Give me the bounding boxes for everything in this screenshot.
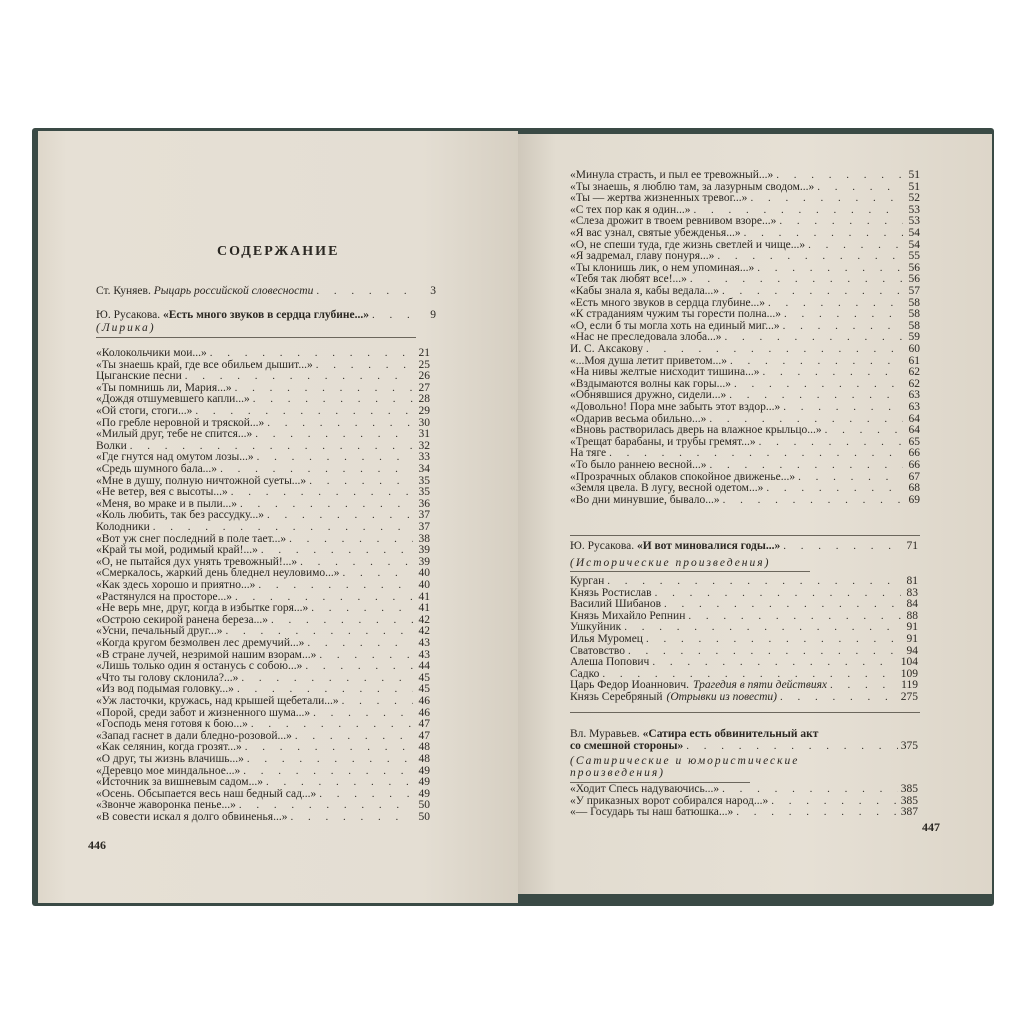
toc-entry-title: Волки [96,439,127,452]
toc-entry [96,486,430,498]
toc-entry [570,401,920,413]
toc-entry-title: «Край ты мой, родимый край!...» [96,544,258,557]
toc-entry [570,366,920,378]
divider [570,535,920,536]
toc-entry-page: 83 [906,586,918,599]
toc-entry-title: «...Моя душа летит приветом...» [570,354,727,367]
toc-entry [570,273,920,285]
toc-entry-title: «Дождя отшумевшего капли...» [96,393,250,406]
page-number-left: 446 [88,838,106,852]
toc-entry [96,370,430,382]
toc-entry-title: «Растянулся на просторе...» [96,590,232,603]
toc-entry-page: 63 [908,389,920,402]
toc-entry-title: «Трещат барабаны, и трубы гремят...» [570,435,756,448]
toc-entry-title: На тяге [570,447,607,460]
toc-entry-page: 37 [418,509,430,522]
toc-entry [96,579,430,591]
toc-entry-page: 109 [900,667,918,680]
toc-entry-page: 30 [418,416,430,429]
toc-entry-page: 42 [418,625,430,638]
toc-entry-page: 49 [418,776,430,789]
section2-title: «И вот миновалися годы...» [636,540,781,552]
toc-entry-title: «Средь шумного бала...» [96,463,218,475]
toc-entry-page: 48 [418,741,430,754]
toc-entry-title: «Нас не преследовала злоба...» [570,331,722,344]
toc-entry [570,239,920,251]
toc-entry [570,447,920,459]
toc-entry-page: 61 [908,354,920,367]
toc-entry-title: Князь Серебряный [570,691,663,703]
toc-entry-title: «Господь меня готовя к бою...» [96,718,248,731]
toc-entry-title: «О друг, ты жизнь влачишь...» [96,753,244,765]
toc-entry-page: 40 [418,579,430,591]
toc-entry [570,227,920,239]
toc-entry [96,741,430,753]
toc-entry-page: 33 [418,451,430,464]
toc-entry-page: 40 [418,567,430,580]
toc-entry-page: 104 [900,656,918,669]
toc-entry-page: 54 [908,238,920,251]
section1-entry [96,309,436,321]
toc-entry-page: 55 [908,250,920,263]
toc-entry-page: 62 [908,377,920,390]
toc-entry-page: 38 [418,532,430,545]
toc-entry-page: 32 [418,439,430,452]
toc-entry [570,656,918,668]
toc-entry-page: 49 [418,787,430,800]
toc-entry-title: «Звонче жаворонка пенье...» [96,799,236,812]
toc-entry-title: «Из вод подымая головку...» [96,683,234,696]
toc-entry [96,788,430,800]
toc-entry [570,181,920,193]
section3-subtitle-line2: произведения) [570,767,665,779]
toc-entry-title: Князь Ростислав [570,586,652,599]
toc-entry-title: «Ты помнишь ли, Мария...» [96,381,232,394]
toc-entry [570,250,920,262]
toc-entry-title: Цыганские песни [96,370,182,383]
toc-entry-title: «Тебя так любят все!...» [570,273,687,286]
toc-entry [570,169,920,181]
toc-entry [96,405,430,417]
toc-entry [96,417,430,429]
toc-entry-title: Ушкуйник [570,621,622,634]
page-number-right: 447 [922,820,940,834]
toc-entry-page: 68 [908,482,920,495]
toc-entry [570,621,918,633]
toc-entry-title: «Как селянин, когда грозят...» [96,741,242,754]
toc-entry-title: «В совести искал я долго обвиненья...» [96,811,288,823]
toc-entry [96,683,430,695]
toc-entry-page: 25 [418,358,430,371]
toc-entry [96,625,430,637]
toc-entry-page: 385 [900,783,918,795]
toc-entry-title: «Порой, среди забот и жизненного шума...» [96,706,311,719]
toc-entry-page: 67 [908,470,920,483]
toc-entry-page: 58 [908,296,920,309]
toc-entry [570,355,920,367]
toc-entry-page: 36 [418,497,430,510]
toc-entry [96,718,430,730]
toc-entry [570,308,920,320]
toc-entry-page: 53 [908,203,920,216]
toc-entry-title: «С тех пор как я один...» [570,203,691,216]
toc-entry-title: «О, если б ты могла хоть на единый миг...» [570,319,780,332]
toc-entry-page: 59 [908,331,920,344]
section3-author: Вл. Муравьев. [570,728,640,740]
toc-entry [96,776,430,788]
toc-entry-page: 39 [418,544,430,557]
toc-entry [570,610,918,622]
toc-entry-title: Василий Шибанов [570,598,662,611]
toc-entry-title: «К страданиям чужим ты горести полна...» [570,308,781,321]
toc-entry-title: «Коль любить, так без рассудку...» [96,509,264,522]
intro-author: Ст. Куняев. [96,285,151,297]
toc-entry-page: 62 [908,366,920,379]
toc-entry-page: 64 [908,412,920,425]
toc-entry [96,533,430,545]
toc-entry-page: 66 [908,447,920,460]
section3-title-line1: «Сатира есть обвинительный акт [642,728,819,740]
toc-entry-page: 53 [908,215,920,228]
toc-entry-title: Князь Михайло Репнин [570,609,686,622]
toc-entry-page: 39 [418,555,430,568]
toc-entry [96,799,430,811]
toc-entry [570,587,918,599]
toc-entry [570,783,918,795]
toc-entry-title: «Прозрачных облаков спокойное движенье...» [570,470,796,483]
toc-entry [570,389,920,401]
toc-entry-page: 45 [418,671,430,684]
toc-entry-page: 35 [418,486,430,499]
section3-page: 375 [900,740,918,752]
toc-entry-page: 52 [908,192,920,205]
toc-entry [96,440,430,452]
toc-entry-title: «Ты знаешь, я люблю там, за лазурным сводом...» [570,180,815,193]
toc-entry-title: «Мне в душу, полную ничтожной суеты...» [96,474,307,487]
toc-entry-page: 64 [908,424,920,437]
toc-entry-title: «Ты — жертва жизненных тревог...» [570,192,748,205]
toc-entry [96,695,430,707]
toc-entry-title: «Во дни минувшие, бывало...» [570,493,720,506]
toc-entry [570,297,920,309]
toc-entry [96,347,430,359]
toc-entry [570,482,920,494]
toc-entry [96,521,430,533]
toc-entry-title: «Я вас узнал, святые убежденья...» [570,227,741,239]
toc-entry-title: «У приказных ворот собирался народ...» [570,794,769,807]
toc-entry-page: 42 [418,613,430,626]
toc-entry-page: 43 [418,637,430,649]
toc-entry-title: «Я задремал, главу понуря...» [570,250,715,263]
toc-entry-page: 26 [418,370,430,383]
toc-entry-title: «Колокольчики мои...» [96,347,207,359]
toc-entry-subtitle: (Отрывки из повести) [666,691,778,703]
toc-entry [570,645,918,657]
section3-entry [570,740,918,752]
toc-entry-title: «Ой стоги, стоги...» [96,405,193,417]
toc-entry [96,498,430,510]
toc-entry [570,691,918,703]
toc-entry-title: «Что ты голову склонила?...» [96,671,239,684]
toc-entry-title: «Есть много звуков в сердца глубине...» [570,296,765,309]
toc-entry-title: «Где гнутся над омутом лозы...» [96,451,254,464]
divider [570,712,920,713]
intro-title: Рыцарь российской словесности [153,285,314,297]
toc-entry-page: 91 [906,633,918,645]
toc-entry [96,567,430,579]
toc-entry-title: «В стране лучей, незримой нашим взорам...» [96,648,317,661]
toc-entry [96,602,430,614]
toc-entry-page: 81 [906,575,918,587]
toc-entry-title: «Вздымаются волны как горы...» [570,377,731,390]
toc-entry-title: «Когда кругом безмолвен лес дремучий...» [96,637,305,649]
intro-entry [96,285,436,297]
toc-entry-title: «То было раннею весной...» [570,459,707,471]
toc-entry-title: «Острою секирой ранена береза...» [96,613,268,626]
toc-entry-page: 50 [418,811,430,823]
toc-entry-page: 28 [418,393,430,406]
toc-entry [570,413,920,425]
intro-page: 3 [430,285,436,297]
toc-entry [570,424,920,436]
toc-entry-page: 88 [906,609,918,622]
toc-entry-page: 56 [908,261,920,274]
contents-title: СОДЕРЖАНИЕ [217,244,340,259]
toc-entry [570,343,920,355]
toc-entry-page: 48 [418,753,430,765]
toc-entry-subtitle: Трагедия в пяти действиях [693,679,828,692]
toc-entry-title: «Вот уж снег последний в поле тает...» [96,532,287,545]
toc-entry-page: 54 [908,227,920,239]
toc-entry-title: Садко [570,667,600,680]
toc-entry [96,382,430,394]
toc-entry [96,509,430,521]
toc-entry-page: 37 [418,521,430,533]
toc-entry [96,475,430,487]
toc-entry [570,215,920,227]
toc-entry [96,649,430,661]
toc-entry-page: 27 [418,381,430,394]
toc-entry [570,378,920,390]
toc-entry [96,811,430,823]
toc-entry-page: 57 [908,285,920,297]
toc-entry-page: 50 [418,799,430,812]
divider [96,337,416,338]
toc-entry-title: «Осень. Обсыпается весь наш бедный сад...» [96,787,317,800]
toc-entry [96,730,430,742]
toc-entry-title: Сватовство [570,644,625,657]
toc-entry-title: «Одарив весьма обильно...» [570,412,707,425]
toc-entry-page: 119 [901,679,918,692]
section1-subtitle: (Лирика) [96,322,156,334]
toc-entry-page: 275 [900,691,918,703]
toc-entry-page: 51 [908,180,920,193]
toc-entry-page: 60 [908,343,920,355]
toc-entry-page: 49 [418,764,430,777]
toc-entry-title: «Как здесь хорошо и приятно...» [96,579,256,591]
toc-entry-page: 84 [906,598,918,611]
toc-entry-title: «Ты клонишь лик, о нем упоминая...» [570,261,755,274]
section2-subtitle: (Исторические произведения) [570,557,771,569]
toc-entry-title: «О, не пытайся дух унять тревожный!...» [96,555,298,568]
toc-entry [570,806,918,818]
toc-entry-title: «Вновь растворилась дверь на влажное крыльцо...» [570,424,822,437]
toc-entry-title: «Обнявшися дружно, сидели...» [570,389,727,402]
toc-entry-page: 387 [900,806,918,819]
toc-entry [570,436,920,448]
toc-entry [570,285,920,297]
toc-entry-page: 47 [418,729,430,742]
toc-entry [570,679,918,691]
toc-entry-page: 94 [906,644,918,657]
toc-entry [96,359,430,371]
toc-entry-page: 43 [418,648,430,661]
section2-entry [570,540,918,552]
toc-entry-title: «Уж ласточки, кружась, над крышей щебетали...» [96,695,339,707]
toc-entry-title: И. С. Аксакову [570,343,643,355]
toc-entry-title: «Источник за вишневым садом...» [96,776,263,789]
toc-entry [96,393,430,405]
toc-entry-title: Илья Муромец [570,633,643,645]
toc-entry-title: «Ты знаешь край, где все обильем дышит...» [96,358,313,371]
toc-entry-page: 45 [418,683,430,696]
toc-entry-title: «— Государь ты наш батюшка...» [570,806,734,819]
toc-entry [570,633,918,645]
toc-entry [570,192,920,204]
toc-entry [96,451,430,463]
toc-entry-title: «Довольно! Пора мне забыть этот вздор...» [570,401,781,413]
toc-entry-page: 69 [908,493,920,506]
toc-entry-page: 58 [908,308,920,321]
toc-entry-title: Колодники [96,521,150,533]
toc-entry-title: «Ходит Спесь надуваючись...» [570,783,720,795]
toc-entry [570,331,920,343]
toc-entry-title: «Слеза дрожит в твоем ревнивом взоре...» [570,215,777,228]
toc-entry-title: «Деревцо мое миндальное...» [96,764,241,777]
toc-entry [96,591,430,603]
toc-entry-page: 21 [418,347,430,359]
toc-entry-title: «Милый друг, тебе не спится...» [96,428,253,441]
section2-author: Ю. Русакова. [570,540,635,552]
toc-entry-page: 35 [418,474,430,487]
section3-subtitle-line1: (Сатирические и юмористические [570,755,800,767]
toc-entry-title: Алеша Попович [570,656,650,669]
section2-page: 71 [906,540,918,552]
toc-entry [570,471,920,483]
toc-entry [96,463,430,475]
toc-entry [96,765,430,777]
toc-entry [570,320,920,332]
toc-entry [570,598,918,610]
toc-entry-title: «О, не спеши туда, где жизнь светлей и чище...» [570,238,806,251]
toc-entry-title: «По гребле неровной и тряской...» [96,416,265,429]
toc-entry [96,614,430,626]
toc-entry-title: «Смеркалось, жаркий день бледнел неуловимо...» [96,567,340,580]
toc-entry-title: «Кабы знала я, кабы ведала...» [570,285,720,297]
toc-entry [96,753,430,765]
toc-entry-title: «Не ветер, вея с высоты...» [96,486,228,499]
toc-entry [96,428,430,440]
toc-entry [570,795,918,807]
toc-entry [570,459,920,471]
section1-title: «Есть много звуков в сердца глубине...» [162,309,369,321]
toc-entry-title: «Усни, печальный друг...» [96,625,223,638]
toc-entry [570,204,920,216]
toc-entry-page: 63 [908,401,920,413]
section1-page: 9 [430,309,436,321]
toc-entry-page: 29 [418,405,430,417]
toc-entry-page: 46 [418,706,430,719]
toc-entry-title: «Лишь только один я останусь с собою...» [96,660,303,673]
toc-entry-page: 41 [418,602,430,615]
toc-entry-page: 51 [908,169,920,181]
toc-entry [96,672,430,684]
divider [570,571,810,572]
toc-entry [570,575,918,587]
toc-entry-page: 31 [418,428,430,441]
toc-entry-page: 44 [418,660,430,673]
toc-entry-page: 385 [900,794,918,807]
toc-entry [96,544,430,556]
toc-entry-title: Курган [570,575,605,587]
toc-entry [96,556,430,568]
toc-entry-page: 58 [908,319,920,332]
toc-entry-page: 66 [908,459,920,471]
toc-entry [570,262,920,274]
toc-entry-page: 34 [418,463,430,475]
toc-entry-title: «На нивы желтые нисходит тишина...» [570,366,760,379]
toc-entry [96,637,430,649]
toc-entry [570,668,918,680]
toc-entry-title: «Минула страсть, и пыл ее тревожный...» [570,169,774,181]
toc-entry-page: 65 [908,435,920,448]
toc-entry-page: 46 [418,695,430,707]
toc-entry-title: «Не верь мне, друг, когда в избытке горя...» [96,602,309,615]
toc-entry [96,707,430,719]
toc-entry-page: 41 [418,590,430,603]
toc-entry-title: «Земля цвела. В лугу, весной одетом...» [570,482,764,495]
toc-entry-page: 47 [418,718,430,731]
toc-entry-page: 91 [906,621,918,634]
section3-title-line2: со смешной стороны» [570,740,684,752]
toc-entry-page: 56 [908,273,920,286]
toc-entry [570,494,920,506]
section1-author: Ю. Русакова. [96,309,161,321]
toc-entry-title: «Запад гаснет в дали бледно-розовой...» [96,729,292,742]
toc-entry-title: «Меня, во мраке и в пыли...» [96,497,237,510]
toc-entry [96,660,430,672]
toc-entry-title: Царь Федор Иоаннович. [570,679,690,692]
